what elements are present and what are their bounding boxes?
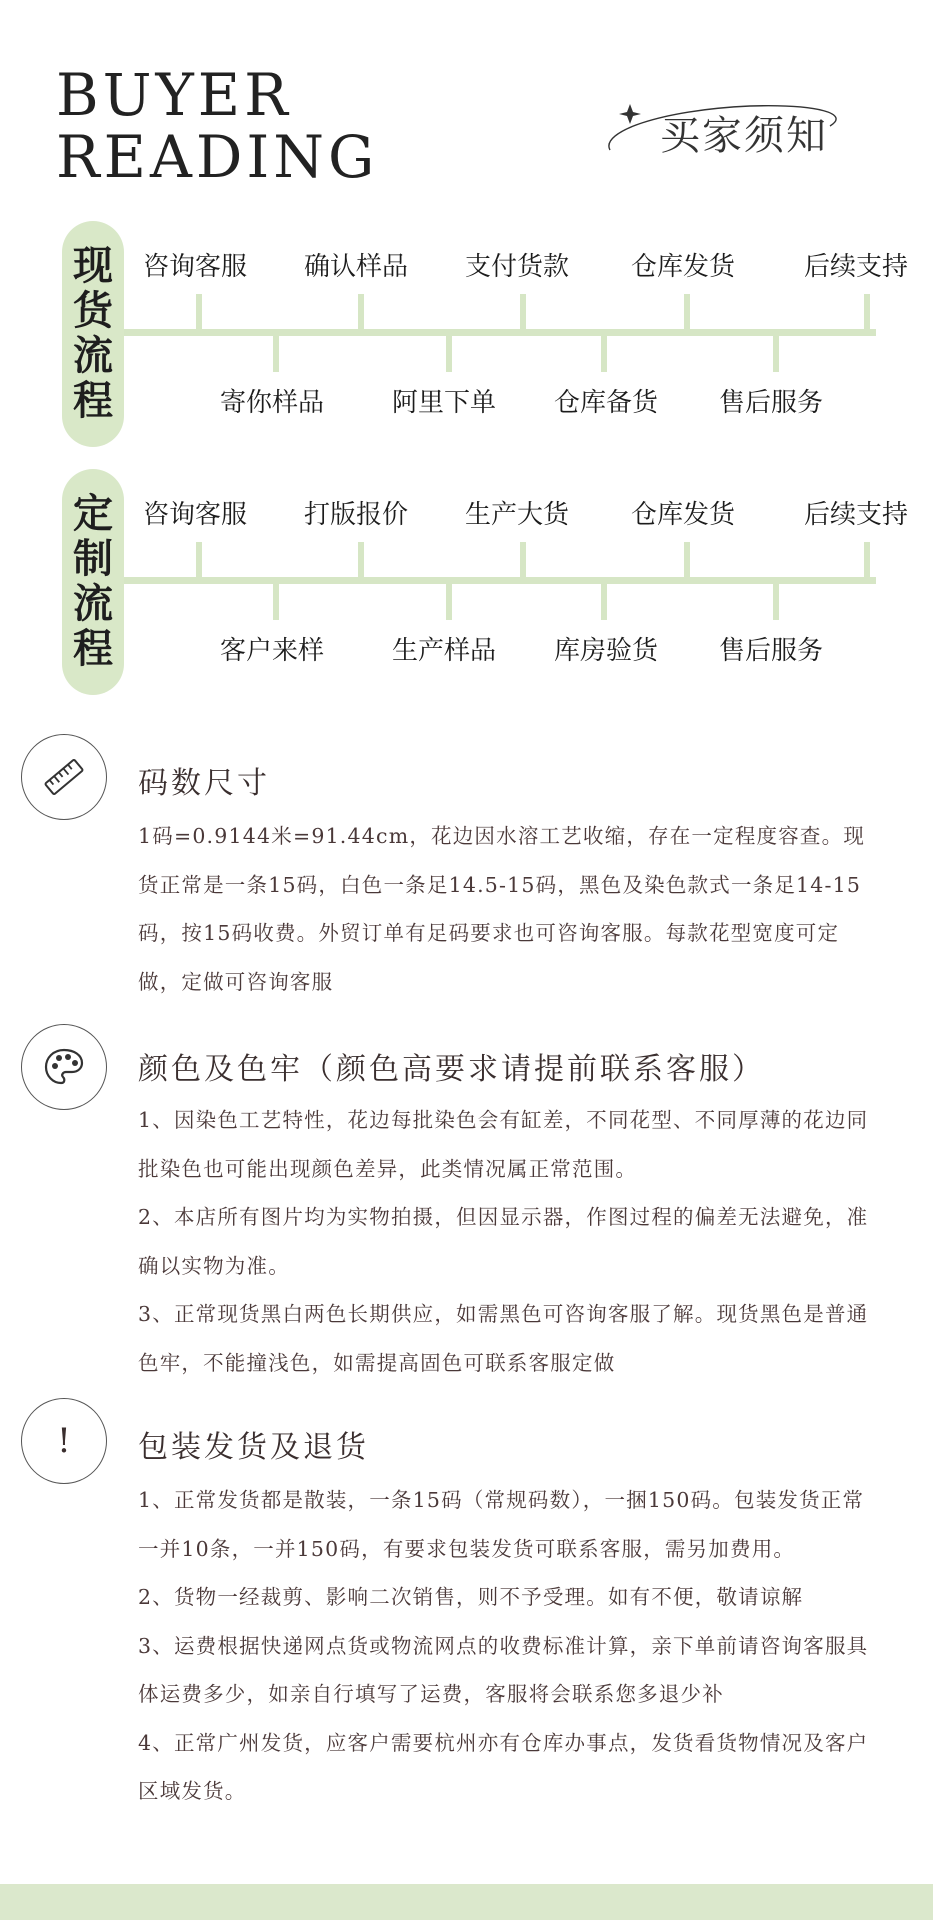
paragraph: 2、本店所有图片均为实物拍摄，但因显示器，作图过程的偏差无法避免，准确以实物为准。	[138, 1205, 869, 1278]
paragraph: 1码=0.9144米=91.44cm，花边因水溶工艺收缩，存在一定程度容查。现货正常是一条15码，白色一条足14.5-15码，黑色及染色款式一条足14-15码，按15码收费。外贸订单有足码要求也可咨询客服。每款花型宽度可定做，定做可咨询客服	[138, 824, 866, 994]
step-top: 后续支持	[804, 500, 909, 530]
paragraph: 3、运费根据快递网点货或物流网点的收费标准计算，亲下单前请咨询客服具体运费多少，如亲自行填写了运费，客服将会联系您多退少补	[138, 1633, 869, 1706]
tick-down	[446, 336, 452, 372]
step-top: 仓库发货	[631, 252, 736, 282]
stock-flow-label	[62, 221, 124, 447]
tick-down	[601, 584, 607, 620]
step-top: 咨询客服	[143, 500, 248, 530]
tick-down	[446, 584, 452, 620]
tick-up	[684, 542, 690, 578]
tick-up	[684, 294, 690, 330]
shipping-body	[138, 1476, 878, 1816]
flow-line	[124, 329, 876, 336]
step-top: 确认样品	[304, 252, 409, 282]
palette-icon	[21, 1024, 107, 1110]
step-bottom: 阿里下单	[392, 388, 497, 418]
step-bottom: 仓库备货	[554, 388, 659, 418]
tick-up	[520, 294, 526, 330]
label-char: 流	[73, 581, 113, 627]
tick-down	[773, 336, 779, 372]
shipping-title: 包装发货及退货	[138, 1430, 369, 1465]
paragraph: 1、因染色工艺特性，花边每批染色会有缸差，不同花型、不同厚薄的花边同批染色也可能出现颜色差异，此类情况属正常范围。	[138, 1108, 869, 1181]
step-top: 咨询客服	[143, 252, 248, 282]
color-body	[138, 1096, 878, 1387]
title-buyer: BUYER	[56, 61, 292, 129]
step-bottom: 客户来样	[220, 636, 325, 666]
bottom-bar	[0, 1884, 933, 1920]
step-top: 支付货款	[465, 252, 570, 282]
label-char: 流	[73, 333, 113, 379]
paragraph: 4、正常广州发货，应客户需要杭州亦有仓库办事点，发货看货物情况及客户区域发货。	[138, 1730, 869, 1803]
size-body	[138, 812, 878, 1006]
label-char: 制	[73, 536, 113, 582]
label-char: 货	[73, 288, 113, 334]
tick-down	[273, 336, 279, 372]
step-bottom: 寄你样品	[220, 388, 325, 418]
step-top: 仓库发货	[631, 500, 736, 530]
title-reading: READING	[56, 123, 379, 191]
cn-title: 买家须知	[660, 113, 828, 159]
ruler-icon	[21, 734, 107, 820]
step-top: 打版报价	[304, 500, 409, 530]
tick-down	[601, 336, 607, 372]
tick-down	[773, 584, 779, 620]
color-title: 颜色及色牢（颜色高要求请提前联系客服）	[138, 1052, 765, 1087]
label-char: 定	[73, 491, 113, 537]
step-bottom: 售后服务	[719, 388, 824, 418]
tick-up	[196, 542, 202, 578]
step-top: 后续支持	[804, 252, 909, 282]
label-char: 现	[73, 243, 113, 289]
exclamation-glyph: !	[57, 1421, 71, 1461]
step-bottom: 库房验货	[554, 636, 659, 666]
flow-line	[124, 577, 876, 584]
tick-down	[273, 584, 279, 620]
custom-flow-label	[62, 469, 124, 695]
paragraph: 1、正常发货都是散装，一条15码（常规码数），一捆150码。包装发货正常一并10条，一并150码，有要求包装发货可联系客服，需另加费用。	[138, 1488, 865, 1561]
exclamation-icon	[21, 1398, 107, 1484]
step-bottom: 生产样品	[392, 636, 497, 666]
paragraph: 2、货物一经裁剪、影响二次销售，则不予受理。如有不便，敬请谅解	[138, 1585, 804, 1609]
step-top: 生产大货	[465, 500, 570, 530]
paragraph: 3、正常现货黑白两色长期供应，如需黑色可咨询客服了解。现货黑色是普通色牢，不能撞浅色，如需提高固色可联系客服定做	[138, 1302, 869, 1375]
tick-up	[520, 542, 526, 578]
step-bottom: 售后服务	[719, 636, 824, 666]
custom-flow	[0, 466, 933, 696]
label-char: 程	[73, 378, 113, 424]
tick-up	[196, 294, 202, 330]
tick-up	[864, 542, 870, 578]
size-title: 码数尺寸	[138, 766, 270, 801]
label-char: 程	[73, 626, 113, 672]
tick-up	[358, 542, 364, 578]
stock-flow	[0, 218, 933, 448]
tick-up	[358, 294, 364, 330]
tick-up	[864, 294, 870, 330]
